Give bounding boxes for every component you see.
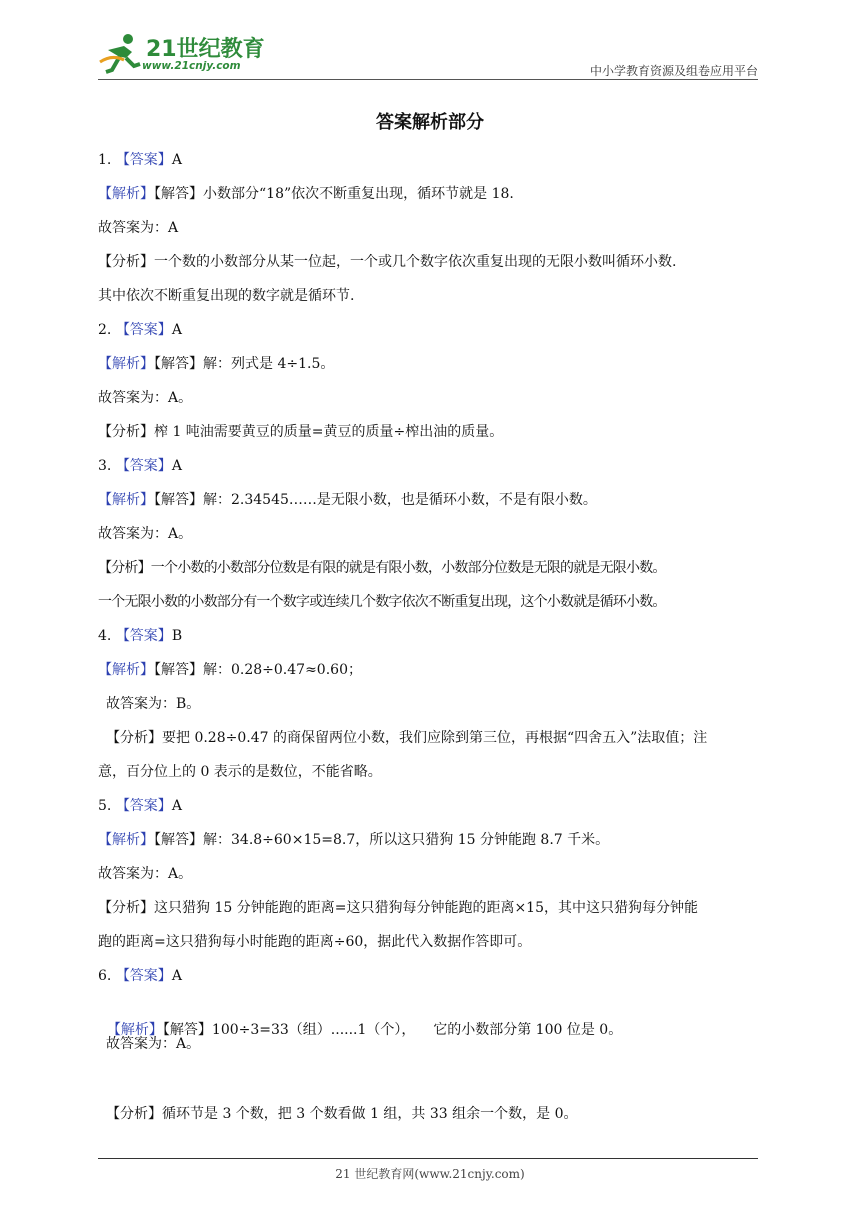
answer-line-6 xyxy=(98,966,182,986)
answer-value: A xyxy=(171,458,182,474)
jiexi-line-1 xyxy=(98,184,514,204)
answer-value: A xyxy=(171,152,182,168)
analysis-line: 意，百分位上的 0 表示的是数位，不能省略。 xyxy=(98,764,382,780)
jiexi-text: 【解答】小数部分“18”依次不断重复出现，循环节就是 18. xyxy=(154,186,514,202)
logo-url: www.21cnjy.com xyxy=(142,60,241,72)
jiexi-text: 【解答】解：列式是 4÷1.5。 xyxy=(154,356,335,372)
jiexi-text: 【解答】解：2.34545……是无限小数，也是循环小数，不是有限小数。 xyxy=(154,492,597,508)
header-divider xyxy=(98,79,758,80)
item-number: 3. xyxy=(98,458,112,474)
jiexi-tag: 【解析】 xyxy=(98,662,154,678)
jiexi-line-3 xyxy=(98,490,597,510)
conclusion-line-3: 故答案为：A。 xyxy=(98,526,193,542)
answer-value: A xyxy=(171,968,182,984)
analysis-line: 【分析】一个数的小数部分从某一位起，一个或几个数字依次重复出现的无限小数叫循环小数. xyxy=(98,254,677,270)
item-number: 2. xyxy=(98,322,112,338)
item-number: 5. xyxy=(98,798,112,814)
conclusion-line-2: 故答案为：A。 xyxy=(98,390,193,406)
answer-line-4 xyxy=(98,626,182,646)
analysis-line: 【分析】循环节是 3 个数，把 3 个数看做 1 组，共 33 组余一个数，是 0。 xyxy=(106,1106,578,1122)
jiexi-tag: 【解析】 xyxy=(98,186,154,202)
answer-tag: 【答案】 xyxy=(115,458,172,474)
jiexi-text: 【解答】解：34.8÷60×15=8.7，所以这只猎狗 15 分钟能跑 8.7 千米。 xyxy=(154,832,610,848)
jiexi-text: 【解答】解：0.28÷0.47≈0.60； xyxy=(154,662,362,678)
jiexi-line-2 xyxy=(98,354,334,374)
conclusion-line-5: 故答案为：A。 xyxy=(98,866,193,882)
answer-tag: 【答案】 xyxy=(115,152,172,168)
footer-divider xyxy=(98,1158,758,1159)
answer-tag: 【答案】 xyxy=(115,798,172,814)
page-title: 答案解析部分 xyxy=(376,112,484,133)
analysis-line: 【分析】榨 1 吨油需要黄豆的质量=黄豆的质量÷榨出油的质量。 xyxy=(98,424,504,440)
header-platform-text: 中小学教育资源及组卷应用平台 xyxy=(589,64,758,78)
analysis-line: 【分析】要把 0.28÷0.47 的商保留两位小数，我们应除到第三位，再根据“四舍五入”法取值；注 xyxy=(106,730,708,746)
jiexi-line-5 xyxy=(98,830,609,850)
jiexi-tag: 【解析】 xyxy=(98,492,154,508)
jiexi-tag: 【解析】 xyxy=(98,356,154,372)
jiexi-tag: 【解析】 xyxy=(106,1022,163,1038)
analysis-line: 跑的距离=这只猎狗每小时能跑的距离÷60，据此代入数据作答即可。 xyxy=(98,934,532,950)
page-header xyxy=(98,28,758,78)
answer-line-1 xyxy=(98,150,182,170)
logo-text: 21世纪教育 xyxy=(146,37,265,62)
answer-tag: 【答案】 xyxy=(115,628,172,644)
conclusion-line-4: 故答案为：B。 xyxy=(106,696,201,712)
analysis-line: 其中依次不断重复出现的数字就是循环节. xyxy=(98,288,355,304)
answer-value: A xyxy=(171,322,182,338)
analysis-line: 【分析】这只猎狗 15 分钟能跑的距离=这只猎狗每分钟能跑的距离×15，其中这只猎狗每分钟能 xyxy=(98,900,698,916)
answer-line-2 xyxy=(98,320,182,340)
answer-line-3 xyxy=(98,456,182,476)
jiexi-tag: 【解析】 xyxy=(98,832,154,848)
analysis-line: 一个无限小数的小数部分有一个数字或连续几个数字依次不断重复出现，这个小数就是循环小数。 xyxy=(98,594,666,610)
item-number: 6. xyxy=(98,968,112,984)
page-footer: 21 世纪教育网(www.21cnjy.com) xyxy=(335,1167,525,1181)
answer-value: B xyxy=(171,628,183,644)
analysis-line: 【分析】一个小数的小数部分位数是有限的就是有限小数，小数部分位数是无限的就是无限小数。 xyxy=(98,560,666,576)
jiexi-text: 【解答】100÷3=33（组）......1（个）， 它的小数部分第 100 位是 0。 xyxy=(162,1022,623,1038)
answer-value: A xyxy=(171,798,182,814)
jiexi-line-4 xyxy=(98,660,362,680)
answer-line-5 xyxy=(98,796,182,816)
item-number: 4. xyxy=(98,628,112,644)
conclusion-line-6: 故答案为：A。 xyxy=(106,1036,201,1052)
answer-tag: 【答案】 xyxy=(115,322,172,338)
item-number: 1. xyxy=(98,152,112,168)
site-logo xyxy=(98,32,278,78)
conclusion-line-1: 故答案为：A xyxy=(98,220,179,236)
answer-tag: 【答案】 xyxy=(115,968,172,984)
runner-logo-icon xyxy=(98,32,142,76)
